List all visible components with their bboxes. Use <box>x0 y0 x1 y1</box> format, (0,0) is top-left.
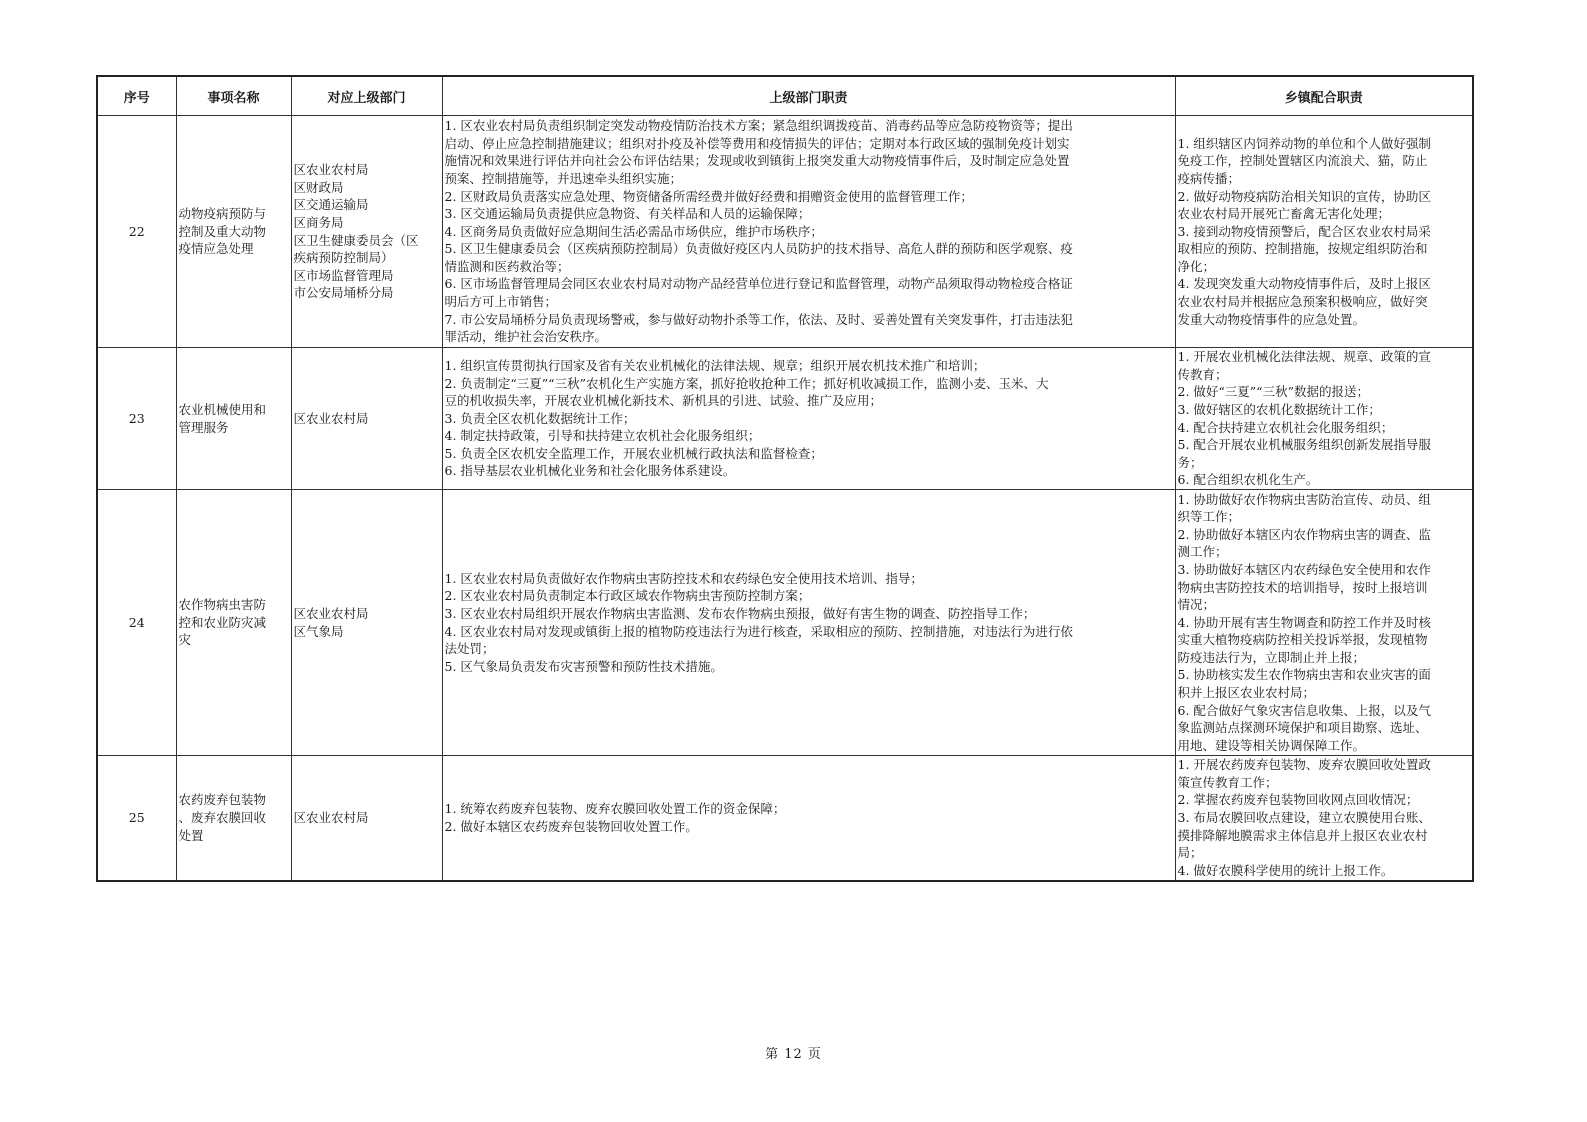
text-line: 5. 协助核实发生农作物病虫害和农业灾害的面 <box>1177 667 1431 683</box>
text-line: 4. 配合扶持建立农机社会化服务组织； <box>1177 419 1394 435</box>
text-line: 摸排降解地膜需求主体信息并上报区农业农村 <box>1177 827 1428 843</box>
text-line: 2. 掌握农药废弃包装物回收网点回收情况； <box>1177 792 1419 808</box>
text-line: 1. 开展农业机械化法律法规、规章、政策的宣 <box>1177 349 1431 365</box>
text-line: 区农业农村局 <box>293 162 369 178</box>
cell-upper-duties <box>442 116 1175 348</box>
text-line: 2. 协助做好本辖区内农作物病虫害的调查、监 <box>1177 526 1431 542</box>
text-line: 5. 区卫生健康委员会（区疾病预防控制局）负责做好疫区内人员防护的技术指导、高危人群的预防和医学观察、疫 <box>444 241 1073 257</box>
text-line: 织等工作； <box>1177 509 1241 525</box>
text-line: 象监测站点探测环境保护和项目勘察、选址、 <box>1177 720 1428 736</box>
text-line: 区农业农村局 <box>293 605 369 621</box>
text-line: 实重大植物疫病防控相关投诉举报，发现植物 <box>1177 632 1428 648</box>
cell-upper-department <box>291 348 442 490</box>
text-line: 1. 统筹农药废弃包装物、废弃农膜回收处置工作的资金保障； <box>444 801 786 817</box>
text-line: 6. 区市场监督管理局会同区农业农村局对动物产品经营单位进行登记和监督管理，动物产品须取得动物检疫合格证 <box>444 276 1073 292</box>
table-row <box>97 756 1473 881</box>
cell-serial: 22 <box>97 116 176 348</box>
text-line: 4. 协助开展有害生物调查和防控工作并及时核 <box>1177 614 1431 630</box>
text-line: 2. 负责制定“三夏”“三秋”农机化生产实施方案，抓好抢收抢种工作；抓好机收减损工作，监测小麦、玉米、大 <box>444 375 1049 391</box>
text-line: 4. 区商务局负责做好应急期间生活必需品市场供应，维护市场秩序； <box>444 223 823 239</box>
text-line: 3. 区交通运输局负责提供应急物资、有关样品和人员的运输保障； <box>444 206 811 222</box>
text-line: 局； <box>1177 845 1203 861</box>
text-line: 5. 负责全区农机安全监理工作，开展农业机械行政执法和监督检查； <box>444 445 823 461</box>
text-line: 5. 配合开展农业机械服务组织创新发展指导服 <box>1177 437 1431 453</box>
text-line: 明后方可上市销售； <box>444 294 558 310</box>
text-line: 、废弃农膜回收 <box>178 809 267 825</box>
cell-item-name <box>176 348 291 490</box>
text-line: 3. 布局农膜回收点建设，建立农膜使用台账、 <box>1177 809 1431 825</box>
duty-table <box>96 75 1474 882</box>
table-row <box>97 116 1473 348</box>
text-line: 罪活动，维护社会治安秩序。 <box>444 329 608 345</box>
text-line: 预案、控制措施等，并迅速牵头组织实施； <box>444 170 683 186</box>
header-item-name: 事项名称 <box>176 76 291 116</box>
text-line: 控和农业防灾减 <box>178 614 267 630</box>
text-line: 区气象局 <box>293 623 344 639</box>
cell-upper-duties <box>442 348 1175 490</box>
text-line: 策宣传教育工作； <box>1177 774 1278 790</box>
text-line: 1. 组织宣传贯彻执行国家及省有关农业机械化的法律法规、规章；组织开展农机技术推广和培训； <box>444 357 986 373</box>
text-line: 市公安局埇桥分局 <box>293 285 394 301</box>
page-number: 第 12 页 <box>765 1047 822 1062</box>
text-line: 净化； <box>1177 258 1216 274</box>
text-line: 区农业农村局 <box>293 410 369 426</box>
header-upper-duties: 上级部门职责 <box>442 76 1175 116</box>
text-line: 管理服务 <box>178 419 229 435</box>
text-line: 2. 做好“三夏”“三秋”数据的报送； <box>1177 384 1369 400</box>
text-line: 积并上报区农业农村局； <box>1177 685 1316 701</box>
text-line: 动物疫病预防与 <box>178 206 267 222</box>
text-line: 区财政局 <box>293 179 344 195</box>
text-line: 1. 区农业农村局负责做好农作物病虫害防控技术和农药绿色安全使用技术培训、指导； <box>444 570 923 586</box>
text-line: 取相应的预防、控制措施，按规定组织防治和 <box>1177 241 1428 257</box>
text-line: 测工作； <box>1177 544 1228 560</box>
text-line: 3. 区农业农村局组织开展农作物病虫害监测、发布农作物病虫预报，做好有害生物的调查、防控指导工作； <box>444 605 1036 621</box>
text-line: 免疫工作，控制处置辖区内流浪犬、猫，防止 <box>1177 153 1428 169</box>
cell-town-duties <box>1175 756 1473 881</box>
cell-serial: 25 <box>97 756 176 881</box>
text-line: 法处罚； <box>444 641 495 657</box>
table-row <box>97 348 1473 490</box>
text-line: 施情况和效果进行评估并向社会公布评估结果；发现或收到镇街上报突发重大动物疫情事件后，及时制定应急处置 <box>444 153 1070 169</box>
text-line: 2. 区农业农村局负责制定本行政区域农作物病虫害预防控制方案； <box>444 588 811 604</box>
cell-upper-department <box>291 490 442 756</box>
text-line: 5. 区气象局负责发布灾害预警和预防性技术措施。 <box>444 658 723 674</box>
text-line: 3. 接到动物疫情预警后，配合区农业农村局采 <box>1177 223 1431 239</box>
text-line: 4. 做好农膜科学使用的统计上报工作。 <box>1177 862 1394 878</box>
text-line: 7. 市公安局埇桥分局负责现场警戒，参与做好动物扑杀等工作，依法、及时、妥善处置有关突发事件，打击违法犯 <box>444 311 1073 327</box>
text-line: 防疫违法行为，立即制止并上报； <box>1177 649 1366 665</box>
text-line: 4. 制定扶持政策，引导和扶持建立农机社会化服务组织； <box>444 428 761 444</box>
cell-upper-duties <box>442 490 1175 756</box>
cell-upper-department <box>291 756 442 881</box>
text-line: 疾病预防控制局） <box>293 250 394 266</box>
text-line: 区卫生健康委员会（区 <box>293 232 419 248</box>
text-line: 物病虫害防控技术的培训指导，按时上报培训 <box>1177 579 1428 595</box>
cell-serial: 23 <box>97 348 176 490</box>
cell-item-name <box>176 490 291 756</box>
cell-item-name <box>176 116 291 348</box>
text-line: 农业农村局并根据应急预案积极响应，做好突 <box>1177 294 1428 310</box>
cell-upper-duties <box>442 756 1175 881</box>
text-line: 务； <box>1177 454 1203 470</box>
text-line: 1. 开展农药废弃包装物、废弃农膜回收处置政 <box>1177 757 1431 773</box>
header-serial: 序号 <box>97 76 176 116</box>
text-line: 豆的机收损失率，开展农业机械化新技术、新机具的引进、试验、推广及应用； <box>444 393 883 409</box>
text-line: 农业农村局开展死亡畜禽无害化处理； <box>1177 206 1391 222</box>
text-line: 2. 做好本辖区农药废弃包装物回收处置工作。 <box>444 818 698 834</box>
text-line: 2. 做好动物疫病防治相关知识的宣传，协助区 <box>1177 188 1431 204</box>
text-line: 情监测和医药救治等； <box>444 258 570 274</box>
text-line: 农业机械使用和 <box>178 401 267 417</box>
text-line: 区农业农村局 <box>293 809 369 825</box>
table-body <box>97 116 1473 881</box>
text-line: 农药废弃包装物 <box>178 792 267 808</box>
cell-town-duties <box>1175 348 1473 490</box>
text-line: 4. 区农业农村局对发现或镇街上报的植物防疫违法行为进行核查，采取相应的预防、控制措施，对违法行为进行依 <box>444 623 1073 639</box>
cell-town-duties <box>1175 490 1473 756</box>
text-line: 启动、停止应急控制措施建议；组织对扑疫及补偿等费用和疫情损失的评估；定期对本行政区域的强制免疫计划实 <box>444 135 1070 151</box>
text-line: 用地、建设等相关协调保障工作。 <box>1177 737 1366 753</box>
text-line: 6. 配合组织农机化生产。 <box>1177 472 1319 488</box>
text-line: 控制及重大动物 <box>178 223 267 239</box>
header-town-duties: 乡镇配合职责 <box>1175 76 1473 116</box>
text-line: 区商务局 <box>293 214 344 230</box>
text-line: 疫病传播； <box>1177 170 1241 186</box>
text-line: 3. 负责全区农机化数据统计工作； <box>444 410 636 426</box>
text-line: 农作物病虫害防 <box>178 597 267 613</box>
text-line: 传教育； <box>1177 366 1228 382</box>
text-line: 灾 <box>178 632 192 648</box>
text-line: 1. 组织辖区内饲养动物的单位和个人做好强制 <box>1177 135 1431 151</box>
text-line: 2. 区财政局负责落实应急处理、物资储备所需经费并做好经费和捐赠资金使用的监督管理工作； <box>444 188 973 204</box>
table-row <box>97 490 1473 756</box>
cell-serial: 24 <box>97 490 176 756</box>
text-line: 3. 做好辖区的农机化数据统计工作； <box>1177 401 1381 417</box>
text-line: 1. 区农业农村局负责组织制定突发动物疫情防治技术方案；紧急组织调拨疫苗、消毒药品等应急防疫物资等；提出 <box>444 118 1073 134</box>
cell-town-duties <box>1175 116 1473 348</box>
cell-item-name <box>176 756 291 881</box>
text-line: 情况； <box>1177 597 1216 613</box>
text-line: 6. 配合做好气象灾害信息收集、上报，以及气 <box>1177 702 1431 718</box>
text-line: 处置 <box>178 827 204 843</box>
table-header <box>97 76 1473 116</box>
text-line: 6. 指导基层农业机械化业务和社会化服务体系建设。 <box>444 463 736 479</box>
header-upper-department: 对应上级部门 <box>291 76 442 116</box>
text-line: 4. 发现突发重大动物疫情事件后，及时上报区 <box>1177 276 1431 292</box>
text-line: 疫情应急处理 <box>178 241 254 257</box>
text-line: 3. 协助做好本辖区内农药绿色安全使用和农作 <box>1177 561 1431 577</box>
cell-upper-department <box>291 116 442 348</box>
text-line: 区交通运输局 <box>293 197 369 213</box>
text-line: 发重大动物疫情事件的应急处置。 <box>1177 311 1366 327</box>
text-line: 区市场监督管理局 <box>293 267 394 283</box>
text-line: 1. 协助做好农作物病虫害防治宣传、动员、组 <box>1177 491 1431 507</box>
